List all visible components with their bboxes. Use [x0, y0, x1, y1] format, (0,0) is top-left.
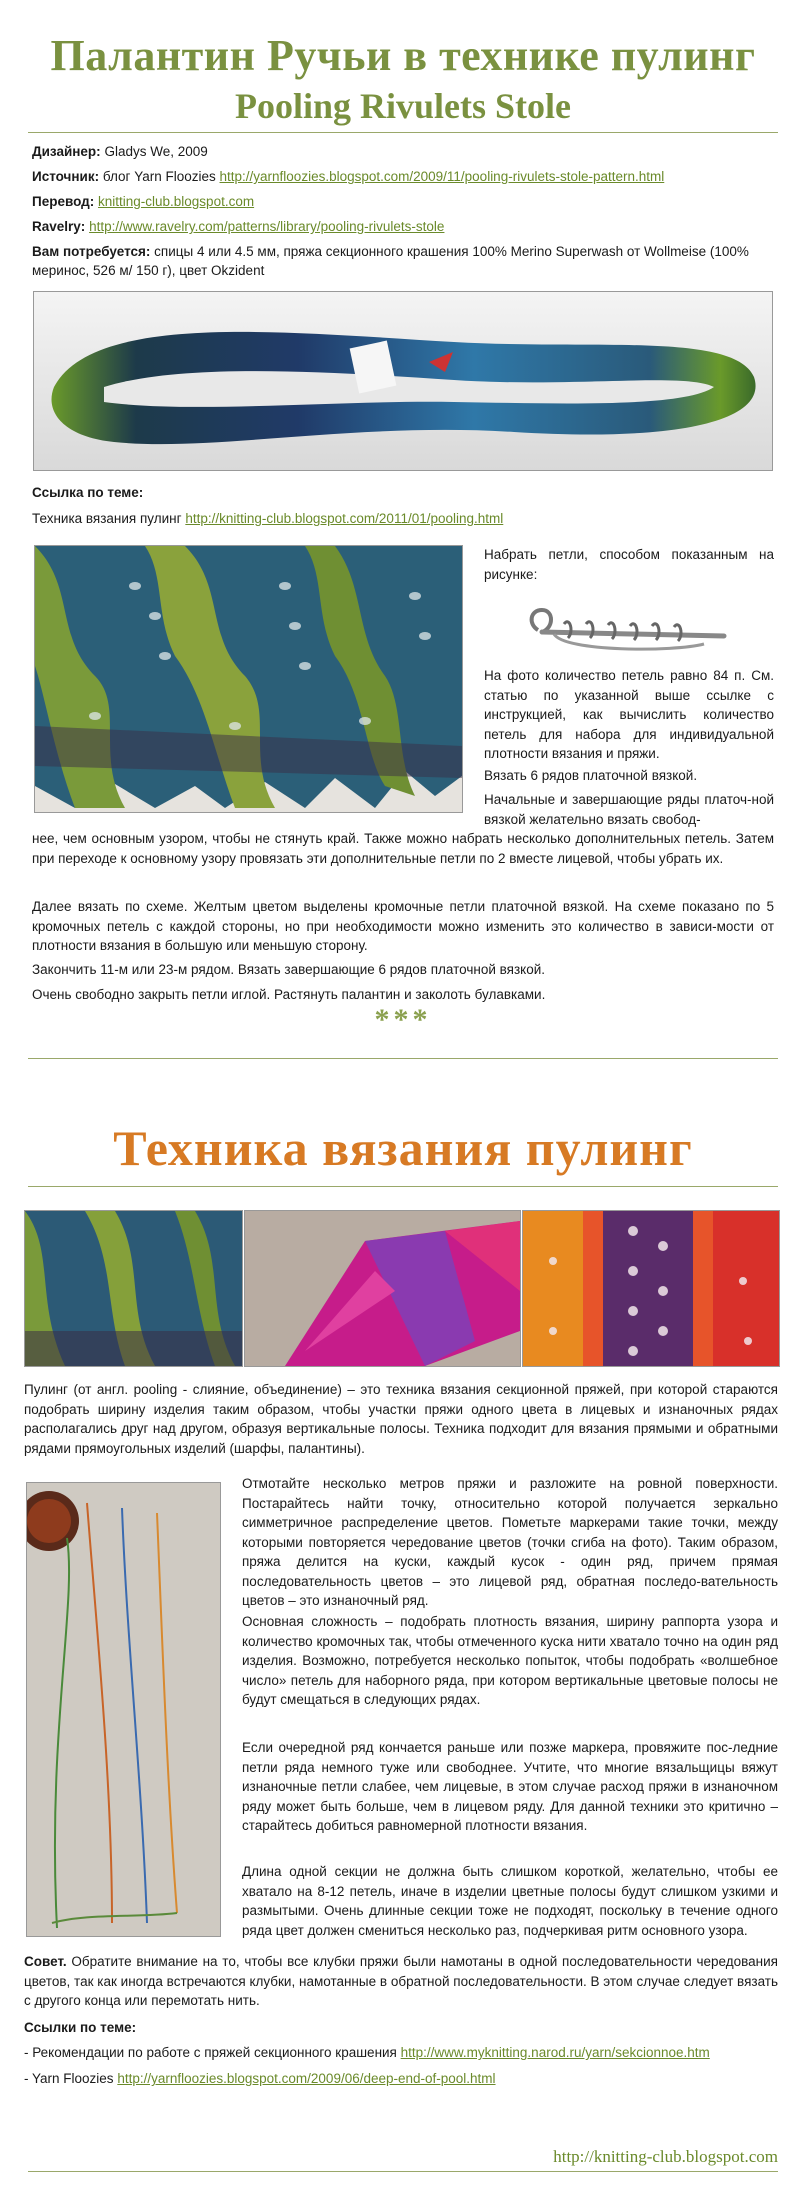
- links-heading: Ссылки по теме:: [24, 2020, 137, 2035]
- meta-block: [32, 139, 772, 280]
- rows-6-text: Вязать 6 рядов платочной вязкой.: [484, 768, 698, 783]
- ravelry-label: Ravelry:: [32, 219, 86, 234]
- links-item-1: [24, 2043, 710, 2063]
- materials-text: спицы 4 или 4.5 мм, пряжа секционного крашения 100% Merino Superwash от Wollmeise (100% меринос, 526 м/ 150 г), цвет Okzident: [32, 244, 749, 278]
- pooling-photo-3-illustration: [523, 1211, 779, 1366]
- start-end-text-b: нее, чем основным узором, чтобы не стянуть край. Также можно набрать несколько дополнительных петель. Затем при переходе к основному узору провязать эти дополнительные петли по 2 вместе лицевой, чтобы убрать их.: [32, 831, 774, 866]
- source-text: блог Yarn Floozies: [102, 169, 216, 184]
- divider: [28, 132, 778, 133]
- stole-illustration: [35, 546, 462, 812]
- finish-text: Закончить 11-м или 23-м рядом. Вязать завершающие 6 рядов платочной вязкой.: [32, 962, 546, 977]
- stole-photo: [34, 545, 463, 813]
- translation-link[interactable]: knitting-club.blogspot.com: [98, 194, 255, 209]
- yarn-strands-illustration: [27, 1483, 220, 1936]
- designer-value: Gladys We, 2009: [104, 144, 208, 159]
- tip-paragraph: [24, 1952, 778, 2011]
- ravelry-link[interactable]: http://www.ravelry.com/patterns/library/pooling-rivulets-stole: [89, 219, 445, 234]
- pooling-p4: Длина одной секции не должна быть слишком короткой, желательно, чтобы ее хватало на 8-12 петель, иначе в изделии цветные полосы будут слишком узкими и размытыми. Очень длинные секции тоже не подходят, поскольку в течение одного ряда цвет должен смениться несколько раз, подчеркивая ритм основного узора.: [242, 1864, 778, 1938]
- source-label: Источник:: [32, 169, 100, 184]
- divider: [28, 2171, 778, 2172]
- yarn-skein-photo: [33, 291, 773, 471]
- related-link[interactable]: http://knitting-club.blogspot.com/2011/01/pooling.html: [185, 511, 504, 526]
- related-line: [32, 509, 503, 529]
- bind-off-text: Очень свободно закрыть петли иглой. Растянуть палантин и заколоть булавками.: [32, 987, 546, 1002]
- divider: [28, 1186, 778, 1187]
- needle-loops-icon: [524, 600, 734, 656]
- materials-line: [32, 242, 772, 280]
- tip-label: Совет.: [24, 1954, 67, 1969]
- links-item-2-text: - Yarn Floozies: [24, 2071, 114, 2086]
- links-item-2-link[interactable]: http://yarnfloozies.blogspot.com/2009/06/deep-end-of-pool.html: [117, 2071, 496, 2086]
- scheme-text: Далее вязать по схеме. Желтым цветом выделены кромочные петли платочной вязкой. На схеме показано по 5 кромочных петель с каждой стороны, но при необходимости можно изменить это количество в зависи-мости от плотности вязания в большую или меньшую сторону.: [32, 899, 774, 953]
- pooling-photo-1-illustration: [25, 1211, 242, 1366]
- divider: [28, 1058, 778, 1059]
- pooling-photo-2: [244, 1210, 521, 1367]
- links-item-1-link[interactable]: http://www.myknitting.narod.ru/yarn/sekcionnoe.htm: [400, 2045, 710, 2060]
- pooling-p1: Отмотайте несколько метров пряжи и разложите на ровной поверхности. Постарайтесь найти точку, относительно которой получается зеркально симметричное распределение цветов. Пометьте маркерами такие точки, между которыми повторяется чередование цветов (точки сгиба на фото). Таким образом, пряжа делится на куски, каждый кусок - один ряд, причем прямая последовательность цветов – это лицевой ряд, обратная последо-вательность цветов – это изнаночный ряд.: [242, 1476, 778, 1608]
- cast-on-text: Набрать петли, способом показанным на рисунке:: [484, 547, 774, 582]
- translation-line: [32, 189, 772, 214]
- section-title: Техника вязания пулинг: [113, 1120, 693, 1176]
- pooling-photo-1: [24, 1210, 243, 1367]
- page-subtitle: Pooling Rivulets Stole: [234, 86, 571, 126]
- materials-label: Вам потребуется:: [32, 244, 151, 259]
- source-line: [32, 164, 772, 189]
- designer-label: Дизайнер:: [32, 144, 101, 159]
- yarn-skein-illustration: [34, 292, 772, 470]
- ravelry-line: [32, 214, 772, 239]
- pooling-intro: Пулинг (от англ. pooling - слияние, объединение) – это техника вязания секционной пряжей, при которой стараются подобрать ширину изделия таким образом, чтобы участки пряжи одного цвета в лицевых и изнаночных рядах располагались друг над другом, образуя вертикальные полосы. Техника подходит для вязания прямыми и обратными рядами прямоугольных изделий (шарфы, палантины).: [24, 1382, 778, 1456]
- related-heading: Ссылка по теме:: [32, 485, 144, 500]
- translation-label: Перевод:: [32, 194, 95, 209]
- start-end-text-a: Начальные и завершающие ряды платоч-ной вязкой желательно вязать свобод-: [484, 792, 774, 827]
- pooling-p2: Основная сложность – подобрать плотность вязания, ширину раппорта узора и количество кромочных так, чтобы отмеченного куска нити хватало точно на один ряд изделия. Возможно, потребуется несколько попыток, чтобы подобрать «волшебное число» петель для наборного ряда, при котором вертикальные цветовые полосы не будут смещаться в следующих рядах.: [242, 1614, 778, 1707]
- pooling-p3: Если очередной ряд кончается раньше или позже маркера, провяжите пос-ледние петли ряда немного туже или свободнее. Учтите, что многие вязальщицы вяжут изнаночные петли слабее, чем лицевые, в этом случае расход пряжи в изнаночном ряду может быть больше, чем в лицевом ряду. Для данной техники это критично – старайтесь добиться равномерной плотности вязания.: [242, 1740, 778, 1833]
- links-item-1-text: - Рекомендации по работе с пряжей секционного крашения: [24, 2045, 397, 2060]
- yarn-strands-photo: [26, 1482, 221, 1937]
- tip-text: Обратите внимание на то, чтобы все клубки пряжи были намотаны в одной последовательности чередования цветов, так как иногда встречаются клубки, намотанные в обратной последовательности. В этом случае следует вязать с другого конца или перемотать нить.: [24, 1954, 778, 2008]
- section-separator: ***: [374, 1003, 432, 1036]
- designer-line: [32, 139, 772, 164]
- pooling-photo-2-illustration: [245, 1211, 520, 1366]
- pooling-photo-3: [522, 1210, 780, 1367]
- footer-link[interactable]: http://knitting-club.blogspot.com: [553, 2147, 778, 2166]
- related-text: Техника вязания пулинг: [32, 511, 182, 526]
- links-item-2: [24, 2069, 496, 2089]
- cast-on-diagram: [524, 600, 734, 656]
- source-link[interactable]: http://yarnfloozies.blogspot.com/2009/11/pooling-rivulets-stole-pattern.html: [219, 169, 665, 184]
- stitch-count-text: На фото количество петель равно 84 п. См. статью по указанной выше ссылке с инструкцией, как вычислить количество петель для набора для индивидуальной плотности вязания и пряжи.: [484, 668, 774, 761]
- page-title: Палантин Ручьи в технике пулинг: [50, 31, 756, 80]
